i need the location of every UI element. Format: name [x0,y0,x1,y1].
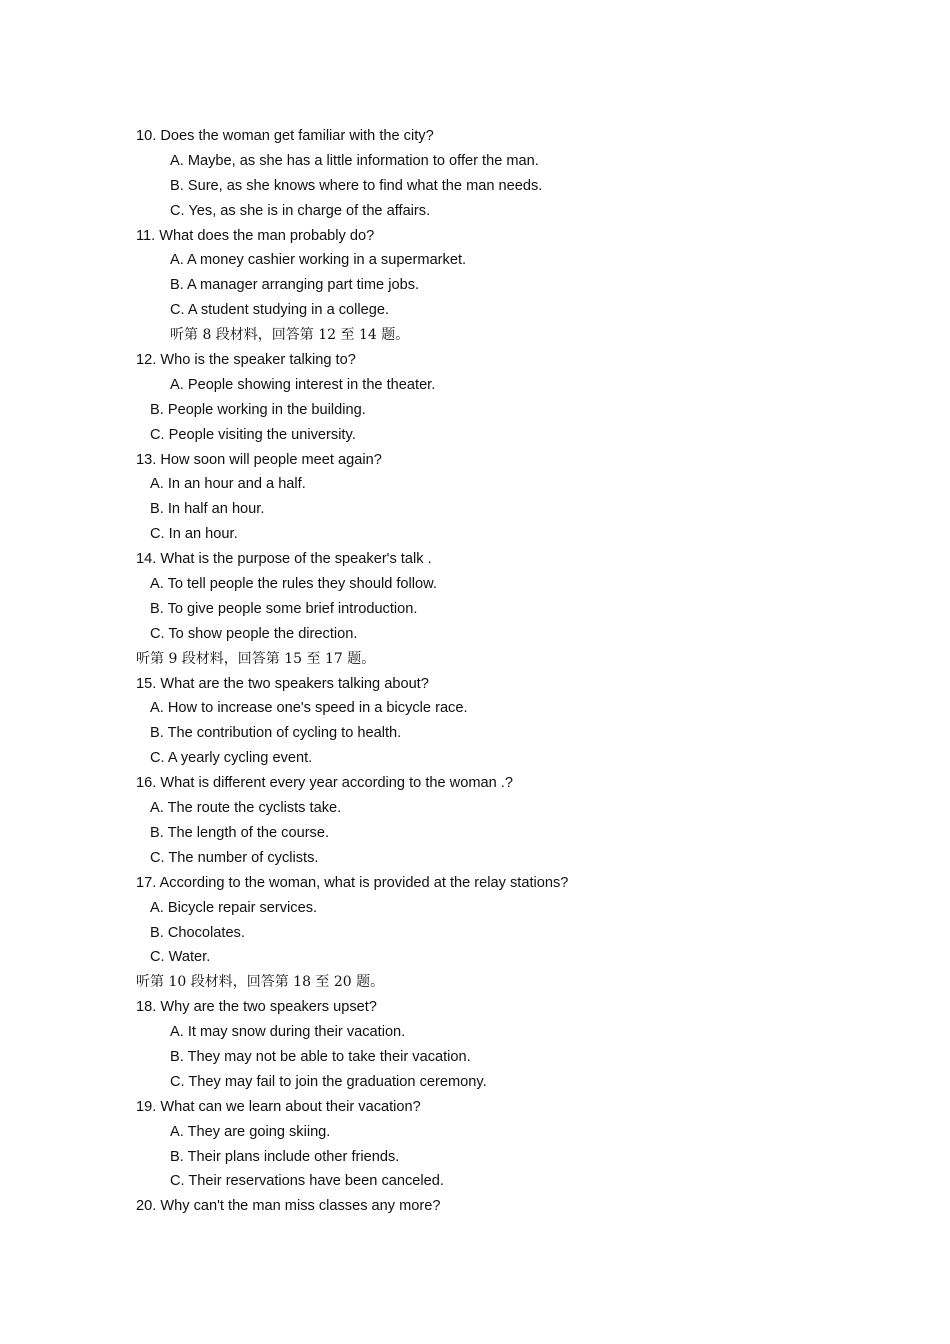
question-16-option-b: B. The length of the course. [150,824,330,841]
exam-page-body [0,124,950,1219]
question-15-option-c: C. A yearly cycling event. [150,750,313,767]
question-11: 11. What does the man probably do? [136,227,375,244]
question-10: 10. Does the woman get familiar with the city? [136,128,434,144]
question-18-option-c: C. They may fail to join the graduation ceremony. [170,1073,487,1090]
question-13-option-b: B. In half an hour. [150,501,265,518]
section-heading-8: 听第 8 段材料，回答第 12 至 14 题。 [170,327,410,344]
question-10-option-a: A. Maybe, as she has a little information to offer the man. [170,152,539,169]
question-12-option-b: B. People working in the building. [150,401,366,418]
question-17-option-a: A. Bicycle repair services. [150,899,318,916]
question-14-option-a: A. To tell people the rules they should follow. [150,576,437,593]
question-15-option-a: A. How to increase one's speed in a bicycle race. [150,700,468,717]
question-12-option-c: C. People visiting the university. [150,426,356,443]
question-18: 18. Why are the two speakers upset? [136,999,377,1016]
question-14: 14. What is the purpose of the speaker's talk . [136,551,432,568]
section-heading-10: 听第 10 段材料，回答第 18 至 20 题。 [136,974,385,991]
question-15: 15. What are the two speakers talking about? [136,675,429,692]
question-18-option-a: A. It may snow during their vacation. [170,1024,406,1041]
question-16-option-c: C. The number of cyclists. [150,849,319,866]
section-heading-9: 听第 9 段材料，回答第 15 至 17 题。 [136,650,376,667]
question-11-option-b: B. A manager arranging part time jobs. [170,277,420,294]
question-16-option-a: A. The route the cyclists take. [150,800,342,817]
question-10-option-c: C. Yes, as she is in charge of the affairs. [170,202,431,219]
question-12-option-a: A. People showing interest in the theater. [170,376,436,393]
question-13: 13. How soon will people meet again? [136,451,382,468]
question-18-option-b: B. They may not be able to take their vacation. [170,1048,471,1065]
question-13-option-c: C. In an hour. [150,526,238,543]
question-10-option-b: B. Sure, as she knows where to find what the man needs. [170,177,543,194]
question-17-option-c: C. Water. [150,949,211,966]
question-19-option-c: C. Their reservations have been canceled. [170,1173,444,1190]
question-14-option-b: B. To give people some brief introduction. [150,600,418,617]
question-19-option-b: B. Their plans include other friends. [170,1148,400,1165]
question-20: 20. Why can't the man miss classes any more? [136,1198,441,1215]
question-11-option-c: C. A student studying in a college. [170,302,390,319]
question-17: 17. According to the woman, what is provided at the relay stations? [136,874,569,891]
question-13-option-a: A. In an hour and a half. [150,476,306,493]
question-11-option-a: A. A money cashier working in a supermarket. [170,252,467,269]
question-17-option-b: B. Chocolates. [150,924,245,941]
question-12: 12. Who is the speaker talking to? [136,352,356,369]
question-14-option-c: C. To show people the direction. [150,625,358,642]
question-19: 19. What can we learn about their vacation? [136,1098,421,1115]
question-19-option-a: A. They are going skiing. [170,1123,331,1140]
question-16: 16. What is different every year according to the woman .? [136,775,513,792]
question-15-option-b: B. The contribution of cycling to health. [150,725,402,742]
